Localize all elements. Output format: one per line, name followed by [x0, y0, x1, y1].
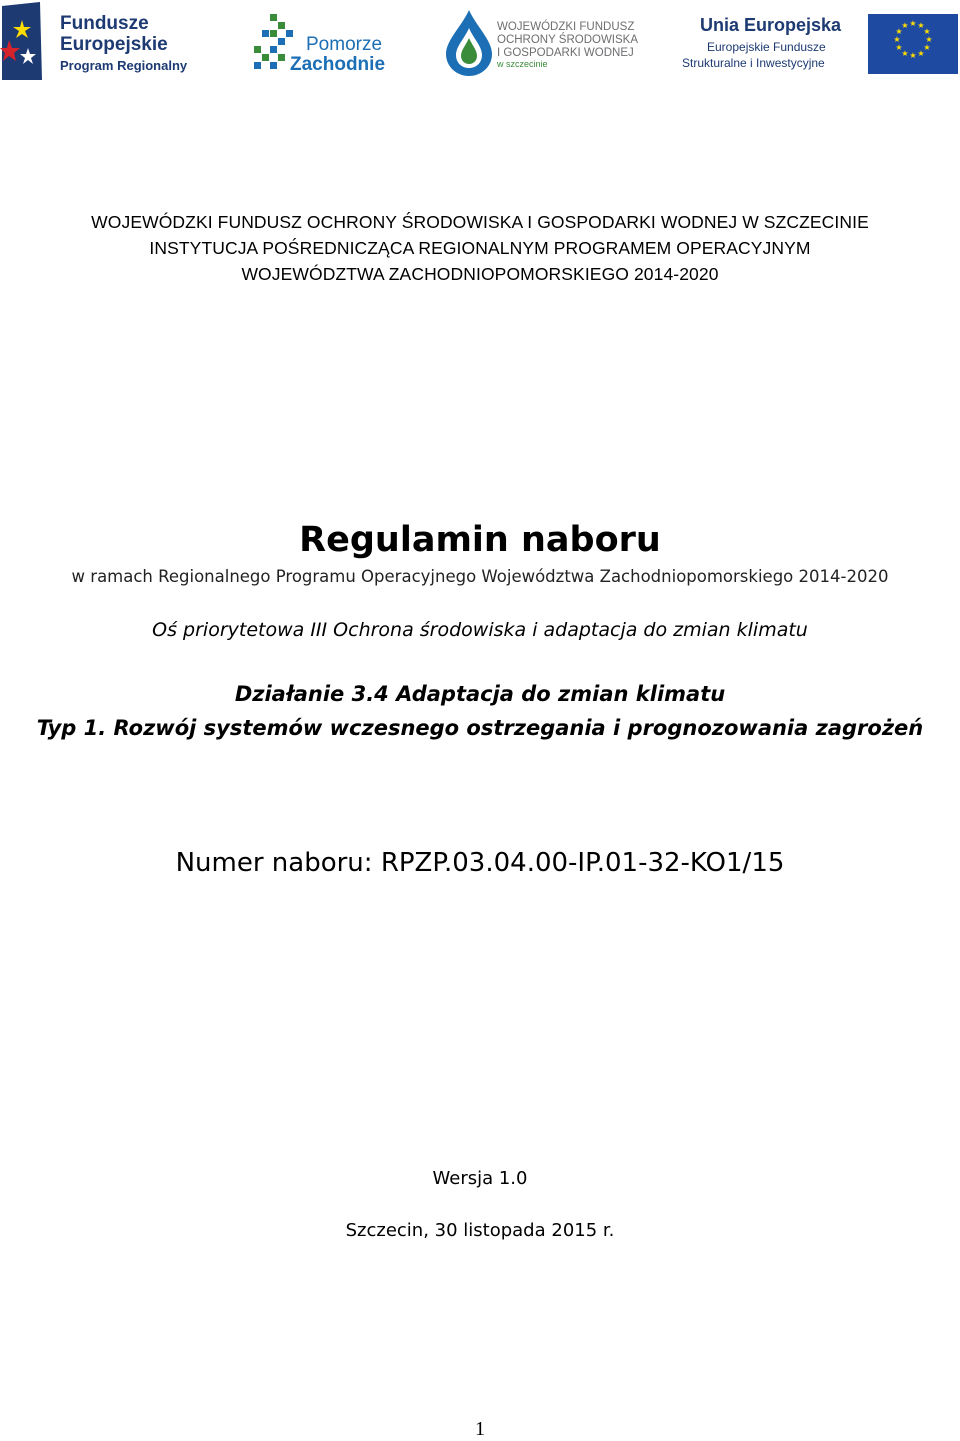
- logo-bar: [0, 0, 960, 90]
- svg-text:★: ★: [923, 43, 931, 52]
- ue-line2: Europejskie Fundusze: [707, 40, 826, 54]
- fe-line3: Program Regionalny: [60, 58, 188, 73]
- fe-line1: Fundusze: [60, 13, 149, 34]
- fe-line2: Europejskie: [60, 34, 168, 55]
- svg-text:★: ★: [917, 21, 925, 30]
- type-heading: Typ 1. Rozwój systemów wczesnego ostrzegania i prognozowania zagrożeń: [36, 716, 924, 740]
- wf-line2: OCHRONY ŚRODOWISKA: [497, 34, 638, 46]
- fundusze-europejskie-logo: [0, 2, 188, 80]
- svg-text:★: ★: [893, 35, 901, 44]
- svg-text:★: ★: [917, 49, 925, 58]
- svg-text:★: ★: [895, 43, 903, 52]
- svg-text:★: ★: [909, 51, 917, 60]
- document-title: Regulamin naboru: [299, 520, 661, 560]
- svg-text:★: ★: [909, 19, 917, 28]
- institution-line2: INSTYTUCJA POŚREDNICZĄCA REGIONALNYM PROGRAMEM OPERACYJNYM: [149, 238, 811, 258]
- institution-line3: WOJEWÓDZTWA ZACHODNIOPOMORSKIEGO 2014-2020: [241, 264, 719, 284]
- wfosigw-logo: [446, 10, 638, 76]
- pz-emblem-icon: [254, 14, 293, 69]
- svg-text:★: ★: [901, 49, 909, 58]
- place-and-date: Szczecin, 30 listopada 2015 r.: [345, 1220, 615, 1241]
- wf-line1: WOJEWÓDZKI FUNDUSZ: [497, 21, 635, 33]
- svg-text:★: ★: [901, 21, 909, 30]
- wf-line4: w szczecinie: [497, 59, 548, 69]
- document-subtitle: w ramach Regionalnego Programu Operacyjnego Województwa Zachodniopomorskiego 2014-2020: [71, 567, 889, 586]
- fe-emblem-icon: [0, 2, 42, 80]
- pz-line2: Zachodnie: [290, 54, 386, 75]
- page-number: 1: [475, 1418, 485, 1440]
- pz-line1: Pomorze: [306, 34, 383, 55]
- unia-europejska-logo: [682, 14, 958, 74]
- water-drop-icon: [446, 10, 492, 76]
- ue-line1: Unia Europejska: [700, 15, 842, 35]
- ue-line3: Strukturalne i Inwestycyjne: [682, 56, 825, 70]
- wf-line3: I GOSPODARKI WODNEJ: [497, 47, 634, 59]
- document-version: Wersja 1.0: [432, 1168, 528, 1189]
- institution-line1: WOJEWÓDZKI FUNDUSZ OCHRONY ŚRODOWISKA I GOSPODARKI WODNEJ W SZCZECINIE: [91, 212, 869, 232]
- svg-text:★: ★: [895, 27, 903, 36]
- svg-text:★: ★: [925, 35, 933, 44]
- call-number: Numer naboru: RPZP.03.04.00-IP.01-32-KO1/15: [175, 848, 785, 878]
- priority-axis: Oś priorytetowa III Ochrona środowiska i adaptacja do zmian klimatu: [152, 619, 808, 641]
- eu-flag-icon: [868, 14, 958, 74]
- institution-header: [0, 209, 960, 287]
- action-heading: Działanie 3.4 Adaptacja do zmian klimatu: [234, 682, 726, 706]
- svg-text:★: ★: [923, 27, 931, 36]
- pomorze-zachodnie-logo: [254, 14, 385, 75]
